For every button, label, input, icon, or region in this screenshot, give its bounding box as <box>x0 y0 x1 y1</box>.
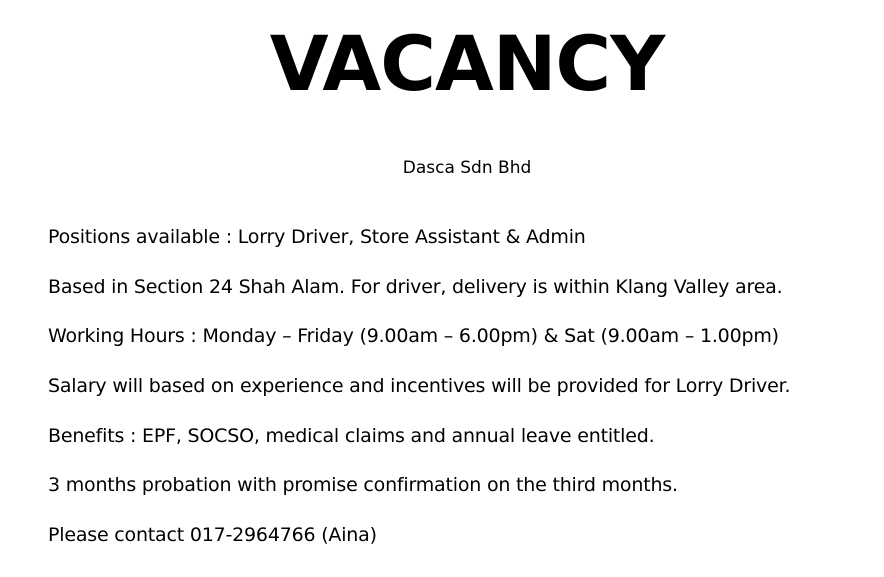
probation-line: 3 months probation with promise confirmation on the third months. <box>48 474 678 497</box>
company-name: Dasca Sdn Bhd <box>402 158 532 178</box>
salary-line: Salary will based on experience and incentives will be provided for Lorry Driver. <box>48 375 791 398</box>
vacancy-details <box>48 224 790 572</box>
location-line: Based in Section 24 Shah Alam. For driver, delivery is within Klang Valley area. <box>48 275 783 298</box>
benefits-line: Benefits : EPF, SOCSO, medical claims and annual leave entitled. <box>48 424 655 447</box>
contact-line: Please contact 017-2964766 (Aina) <box>48 524 377 547</box>
working-hours-line: Working Hours : Monday – Friday (9.00am – 6.00pm) & Sat (9.00am – 1.00pm) <box>48 325 779 348</box>
positions-line: Positions available : Lorry Driver, Store Assistant & Admin <box>48 226 586 248</box>
vacancy-title: VACANCY <box>269 19 665 108</box>
